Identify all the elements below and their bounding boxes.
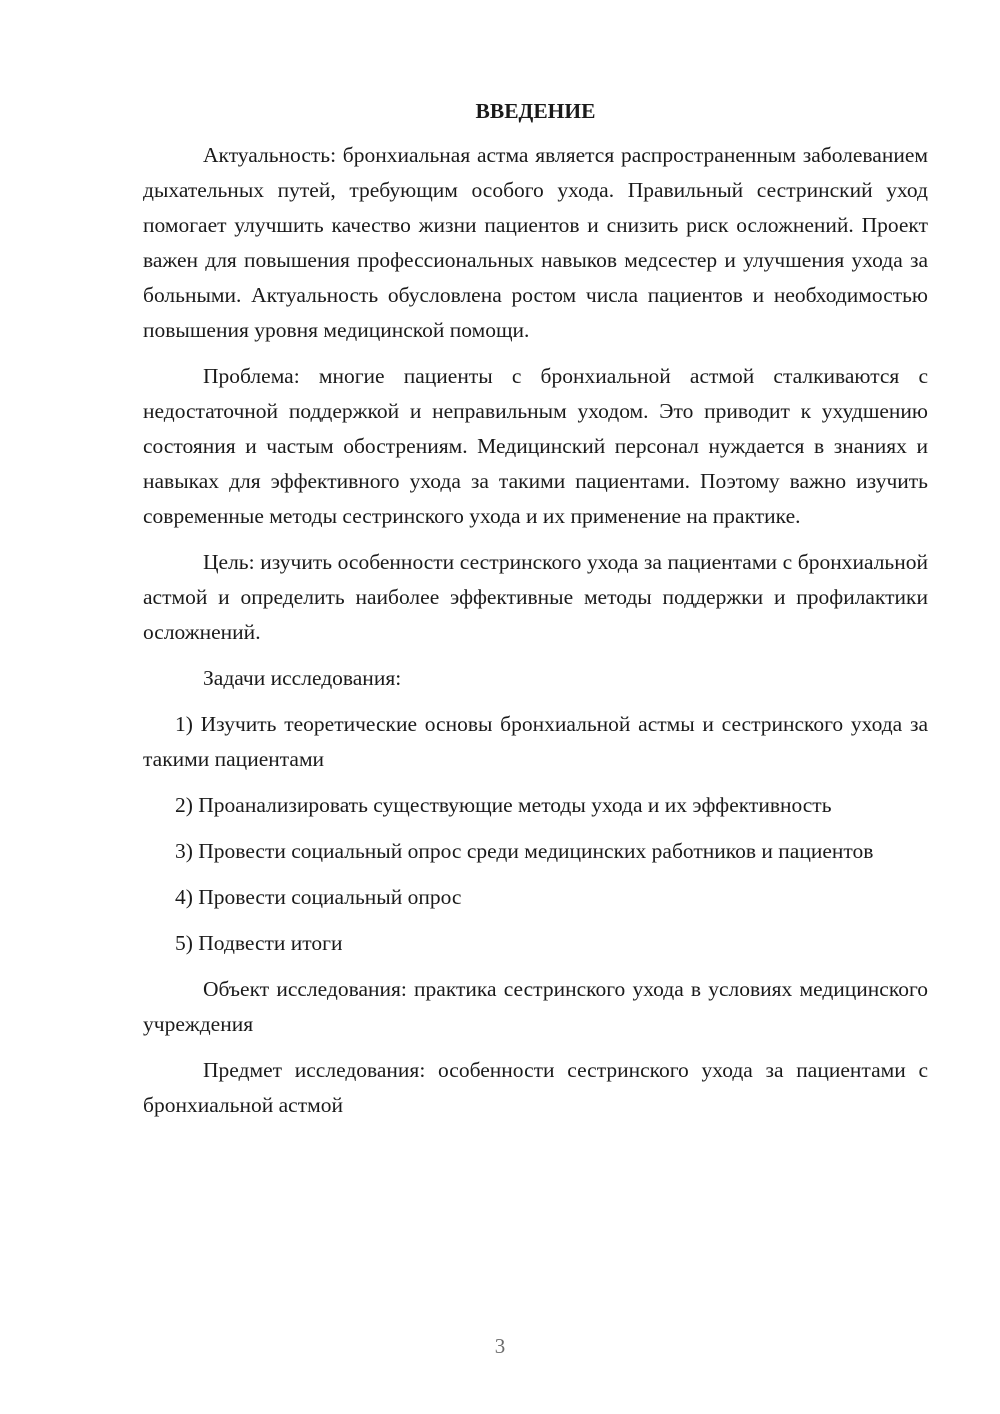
tasks-heading: Задачи исследования: bbox=[203, 666, 402, 690]
task-item-4: 4) Провести социальный опрос bbox=[175, 885, 462, 909]
page-title: ВВЕДЕНИЕ bbox=[475, 99, 596, 123]
task-item-3: 3) Провести социальный опрос среди медицинских работников и пациентов bbox=[175, 839, 874, 863]
goal-paragraph: Цель: изучить особенности сестринского ухода за пациентами с бронхиальной астмой и определить наиболее эффективные методы поддержки и профилактики осложнений. bbox=[143, 550, 928, 644]
page-number: 3 bbox=[494, 1334, 506, 1358]
task-item-1: 1) Изучить теоретические основы бронхиальной астмы и сестринского ухода за такими пациентами bbox=[143, 712, 928, 771]
problem-paragraph: Проблема: многие пациенты с бронхиальной астмой сталкиваются с недостаточной поддержкой и неправильным уходом. Это приводит к ухудшению состояния и частым обострениям. Медицинский персонал нуждается в знаниях и навыках для эффективного ухода за такими пациентами. Поэтому важно изучить современные методы сестринского ухода и их применение на практике. bbox=[143, 364, 928, 528]
task-item-2: 2) Проанализировать существующие методы ухода и их эффективность bbox=[175, 793, 832, 817]
subject-paragraph: Предмет исследования: особенности сестринского ухода за пациентами с бронхиальной астмой bbox=[143, 1058, 928, 1117]
relevance-paragraph: Актуальность: бронхиальная астма является распространенным заболеванием дыхательных путей, требующим особого ухода. Правильный сестринский уход помогает улучшить качество жизни пациентов и снизить риск осложнений. Проект важен для повышения профессиональных навыков медсестер и улучшения ухода за больными. Актуальность обусловлена ростом числа пациентов и необходимостью повышения уровня медицинской помощи. bbox=[143, 143, 928, 342]
task-item-5: 5) Подвести итоги bbox=[175, 931, 343, 955]
object-paragraph: Объект исследования: практика сестринского ухода в условиях медицинского учреждения bbox=[143, 977, 928, 1036]
document-body bbox=[143, 96, 928, 1134]
